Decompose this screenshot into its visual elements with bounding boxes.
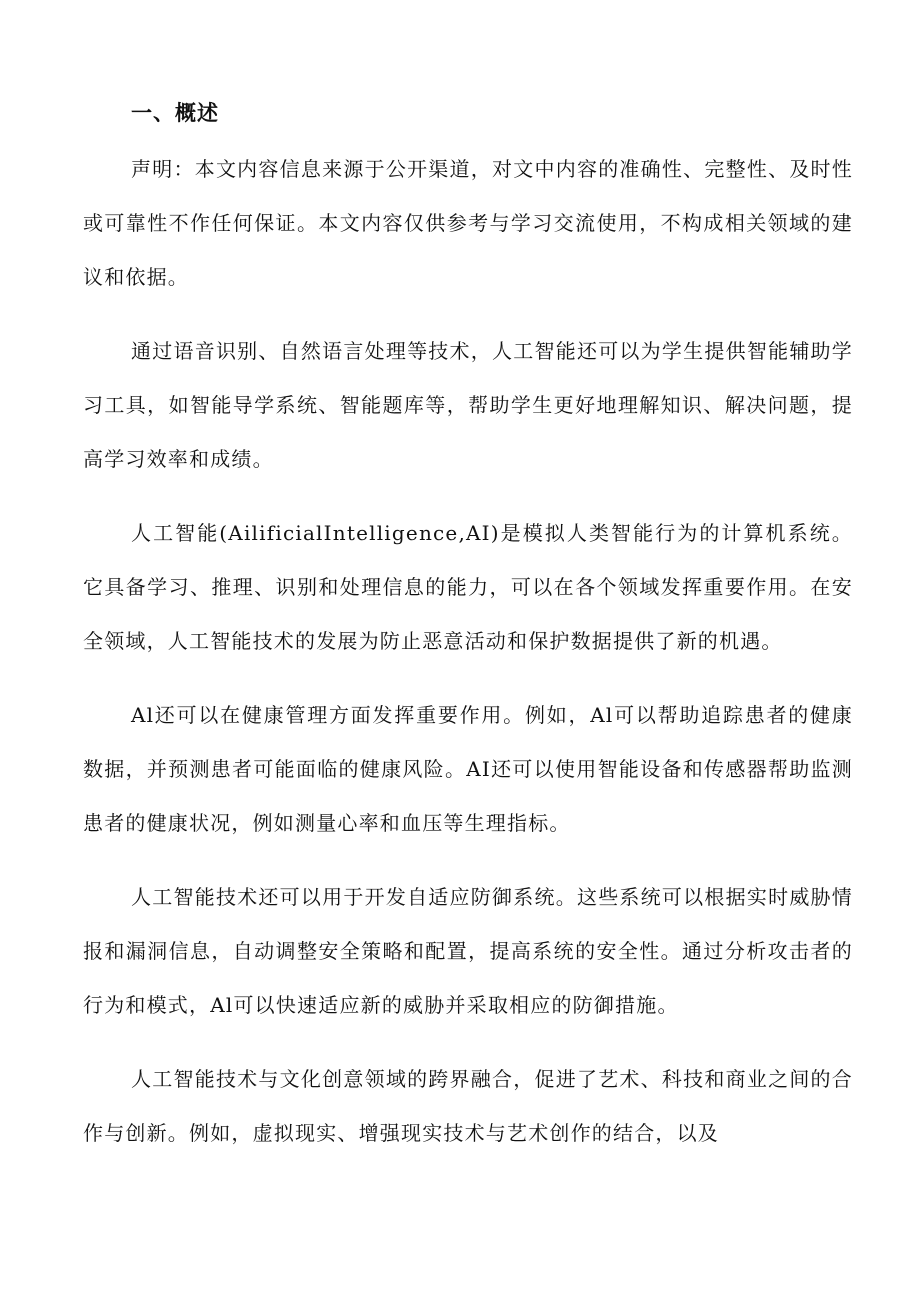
section-heading: 一、概述 — [131, 101, 219, 125]
paragraph-defense: 人工智能技术还可以用于开发自适应防御系统。这些系统可以根据实时威胁情报和漏洞信息，自动调整安全策略和配置，提高系统的安全性。通过分析攻击者的行为和模式，Al可以快速适应新的威胁并采取相应的防御措施。 — [83, 885, 853, 1017]
paragraph-ai-definition: 人工智能(AilificialIntelligence,AI)是模拟人类智能行为的计算机系统。它具备学习、推理、识别和处理信息的能力，可以在各个领域发挥重要作用。在安全领域，人工智能技术的发展为防止恶意活动和保护数据提供了新的机遇。 — [83, 521, 853, 653]
paragraph-disclaimer: 声明：本文内容信息来源于公开渠道，对文中内容的准确性、完整性、及时性或可靠性不作任何保证。本文内容仅供参考与学习交流使用，不构成相关领域的建议和依据。 — [83, 157, 853, 289]
paragraph-culture: 人工智能技术与文化创意领域的跨界融合，促进了艺术、科技和商业之间的合作与创新。例如，虚拟现实、增强现实技术与艺术创作的结合，以及 — [83, 1067, 853, 1145]
paragraph-education: 通过语音识别、自然语言处理等技术，人工智能还可以为学生提供智能辅助学习工具，如智能导学系统、智能题库等，帮助学生更好地理解知识、解决问题，提高学习效率和成绩。 — [83, 339, 853, 471]
paragraph-health: Al还可以在健康管理方面发挥重要作用。例如，Al可以帮助追踪患者的健康数据，并预测患者可能面临的健康风险。AI还可以使用智能设备和传感器帮助监测患者的健康状况，例如测量心率和血压等生理指标。 — [83, 703, 853, 835]
document-body — [83, 142, 853, 1180]
